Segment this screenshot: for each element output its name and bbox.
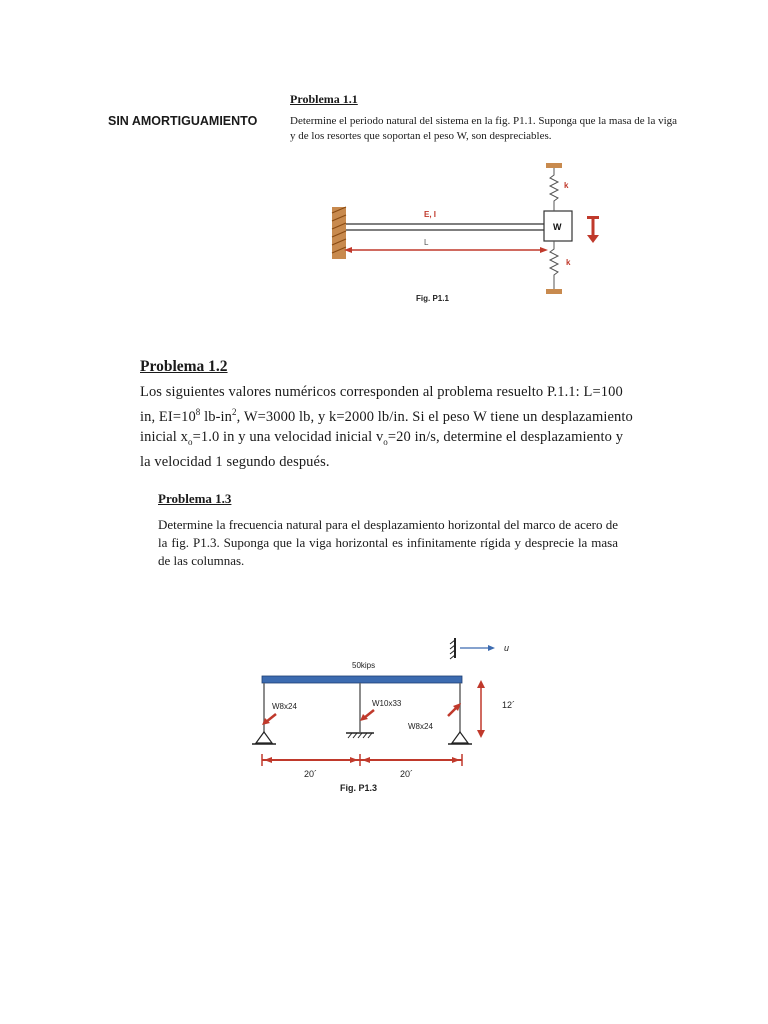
- disp-arrow-head: [488, 645, 495, 651]
- figure-p1-1-caption: Fig. P1.1: [416, 294, 449, 303]
- disp-label: u: [504, 643, 510, 653]
- spring-bottom: [550, 241, 558, 289]
- problem-1-2-text: [140, 382, 680, 472]
- load-label: 50kips: [352, 661, 376, 670]
- column-left-label: W8x24: [272, 702, 297, 711]
- pin-support-right: [452, 732, 468, 743]
- figure-p1-3-caption: Fig. P1.3: [340, 783, 378, 793]
- height-arrow-top: [477, 680, 485, 688]
- load-arrow-head: [587, 235, 599, 243]
- figure-p1-3: [240, 630, 530, 800]
- mass-label: W: [553, 222, 562, 232]
- problem-1-2-line-4: la velocidad 1 segundo después.: [140, 453, 330, 470]
- problem-1-1-title: Problema 1.1: [290, 92, 358, 106]
- length-arrow-right: [540, 247, 548, 253]
- problem-1-3-title: Problema 1.3: [158, 491, 232, 506]
- spring-top-support: [546, 163, 562, 168]
- span-left-label: 20´: [304, 769, 318, 779]
- span-arrow-1: [264, 757, 272, 763]
- pin-support-left: [256, 732, 272, 743]
- problem-1-2-title: Problema 1.2: [140, 358, 228, 375]
- side-label: SIN AMORTIGUAMIENTO: [108, 114, 258, 128]
- height-arrow-bottom: [477, 730, 485, 738]
- column-right-label: W8x24: [408, 722, 433, 731]
- beam-label: E, I: [424, 210, 437, 219]
- problem-1-2-line-2: in, $EI=10^8$ $lb-in^2$, W=3000 lb, y k=2000 lb/in. Si el peso W tiene un desplazamiento: [140, 407, 633, 425]
- spring-bottom-support: [546, 289, 562, 294]
- spring-top-label: k: [564, 181, 569, 190]
- top-restraint: [450, 638, 455, 659]
- span-arrow-3: [362, 757, 370, 763]
- span-arrow-4: [452, 757, 460, 763]
- load-arrow-bar: [587, 216, 599, 219]
- problem-1-1-text: Determine el periodo natural del sistema en la fig. P1.1. Suponga que la masa de la viga y de los resortes que soportan el peso W, son despreciables.: [290, 115, 678, 142]
- column-middle-label: W10x33: [372, 699, 402, 708]
- height-label: 12´: [502, 700, 516, 710]
- spring-top: [550, 168, 558, 211]
- fixed-wall: [332, 207, 346, 259]
- span-right-label: 20´: [400, 769, 414, 779]
- problem-1-2-line-1: Los siguientes valores numéricos corresponden al problema resuelto P.1.1: L=100: [140, 384, 623, 400]
- figure-p1-1: [320, 155, 620, 315]
- rigid-beam: [262, 676, 462, 683]
- problem-1-3-text: Determine la frecuencia natural para el desplazamiento horizontal del marco de acero de la fig. P1.3. Suponga que la viga horizontal es infinitamente rígida y desprecie la masa de las columnas.: [158, 517, 618, 568]
- problem-1-2-line-3: inicial $x_o=1.0$ in y una velocidad inicial $v_o=20$ in/s, determine el desplazamiento y: [140, 428, 624, 447]
- spring-bottom-label: k: [566, 258, 571, 267]
- length-label: L: [424, 238, 429, 247]
- span-arrow-2: [350, 757, 358, 763]
